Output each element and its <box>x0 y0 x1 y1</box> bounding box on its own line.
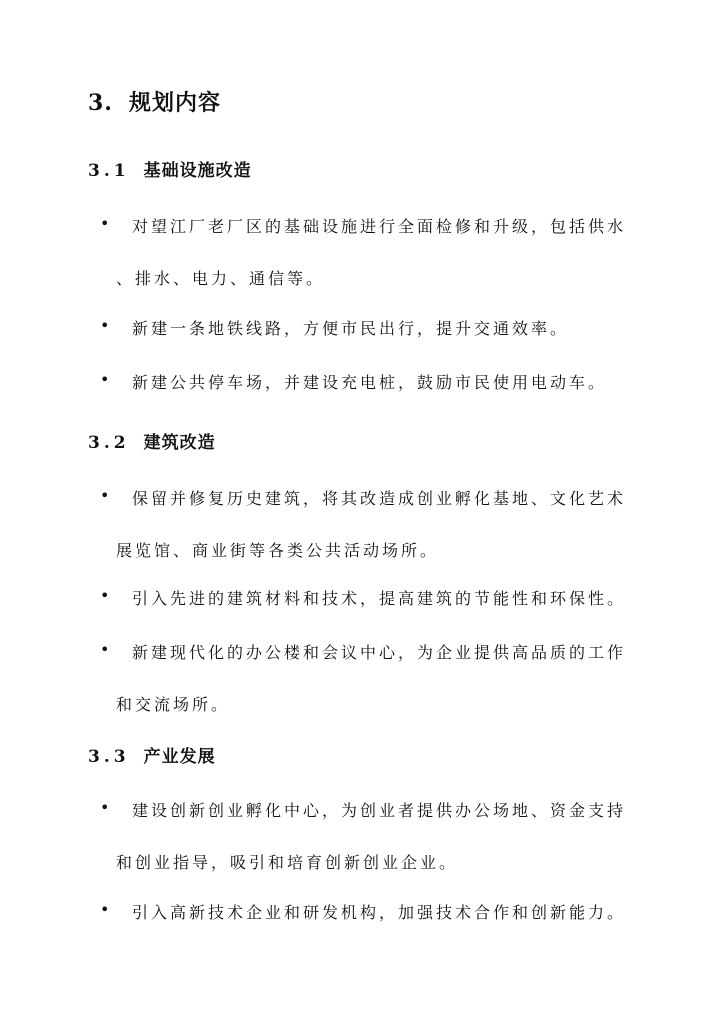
item-line: 、排水、电力、通信等。 <box>116 269 326 288</box>
bullet-icon: • <box>100 214 113 233</box>
bullet-icon: • <box>100 316 113 335</box>
item-line: 引入高新技术企业和研发机构，加强技术合作和创新能力。 <box>132 903 627 922</box>
item-line: 和创业指导，吸引和培育创新创业企业。 <box>116 853 459 872</box>
item-line: 新建公共停车场，并建设充电桩，鼓励市民使用电动车。 <box>132 373 608 392</box>
list-item <box>100 586 630 638</box>
item-line: 保留并修复历史建筑，将其改造成创业孵化基地、文化艺术 <box>132 489 627 508</box>
section-heading-3-3 <box>88 742 216 767</box>
bullet-icon: • <box>100 586 113 605</box>
bullet-icon: • <box>100 640 113 659</box>
item-line: 引入先进的建筑材料和技术，提高建筑的节能性和环保性。 <box>132 589 627 608</box>
section-number: 3.2 <box>88 433 130 453</box>
section-heading-3-2 <box>88 428 216 453</box>
item-line: 和交流场所。 <box>116 695 231 714</box>
section-number: 3.3 <box>88 747 130 767</box>
list-item <box>100 798 630 902</box>
title-text: 规划内容 <box>128 90 221 116</box>
list-item <box>100 486 630 590</box>
list-item <box>100 370 630 422</box>
list-item <box>100 640 630 744</box>
section-title: 建筑改造 <box>143 433 216 453</box>
section-title: 基础设施改造 <box>143 161 252 181</box>
list-item <box>100 214 630 318</box>
item-line: 对望江厂老厂区的基础设施进行全面检修和升级，包括供水 <box>132 217 627 236</box>
list-item <box>100 900 630 952</box>
bullet-icon: • <box>100 370 113 389</box>
bullet-icon: • <box>100 798 113 817</box>
item-line: 新建现代化的办公楼和会议中心，为企业提供高品质的工作 <box>132 643 627 662</box>
section-heading-3-1 <box>88 156 252 181</box>
bullet-icon: • <box>100 486 113 505</box>
section-title: 产业发展 <box>143 747 216 767</box>
section-number: 3.1 <box>88 161 130 181</box>
item-line: 新建一条地铁线路，方便市民出行，提升交通效率。 <box>132 319 570 338</box>
item-line: 建设创新创业孵化中心，为创业者提供办公场地、资金支持 <box>132 801 627 820</box>
list-item <box>100 316 630 368</box>
bullet-icon: • <box>100 900 113 919</box>
item-line: 展览馆、商业街等各类公共活动场所。 <box>116 541 440 560</box>
title-number: 3. <box>88 90 113 116</box>
page-title <box>88 86 221 117</box>
